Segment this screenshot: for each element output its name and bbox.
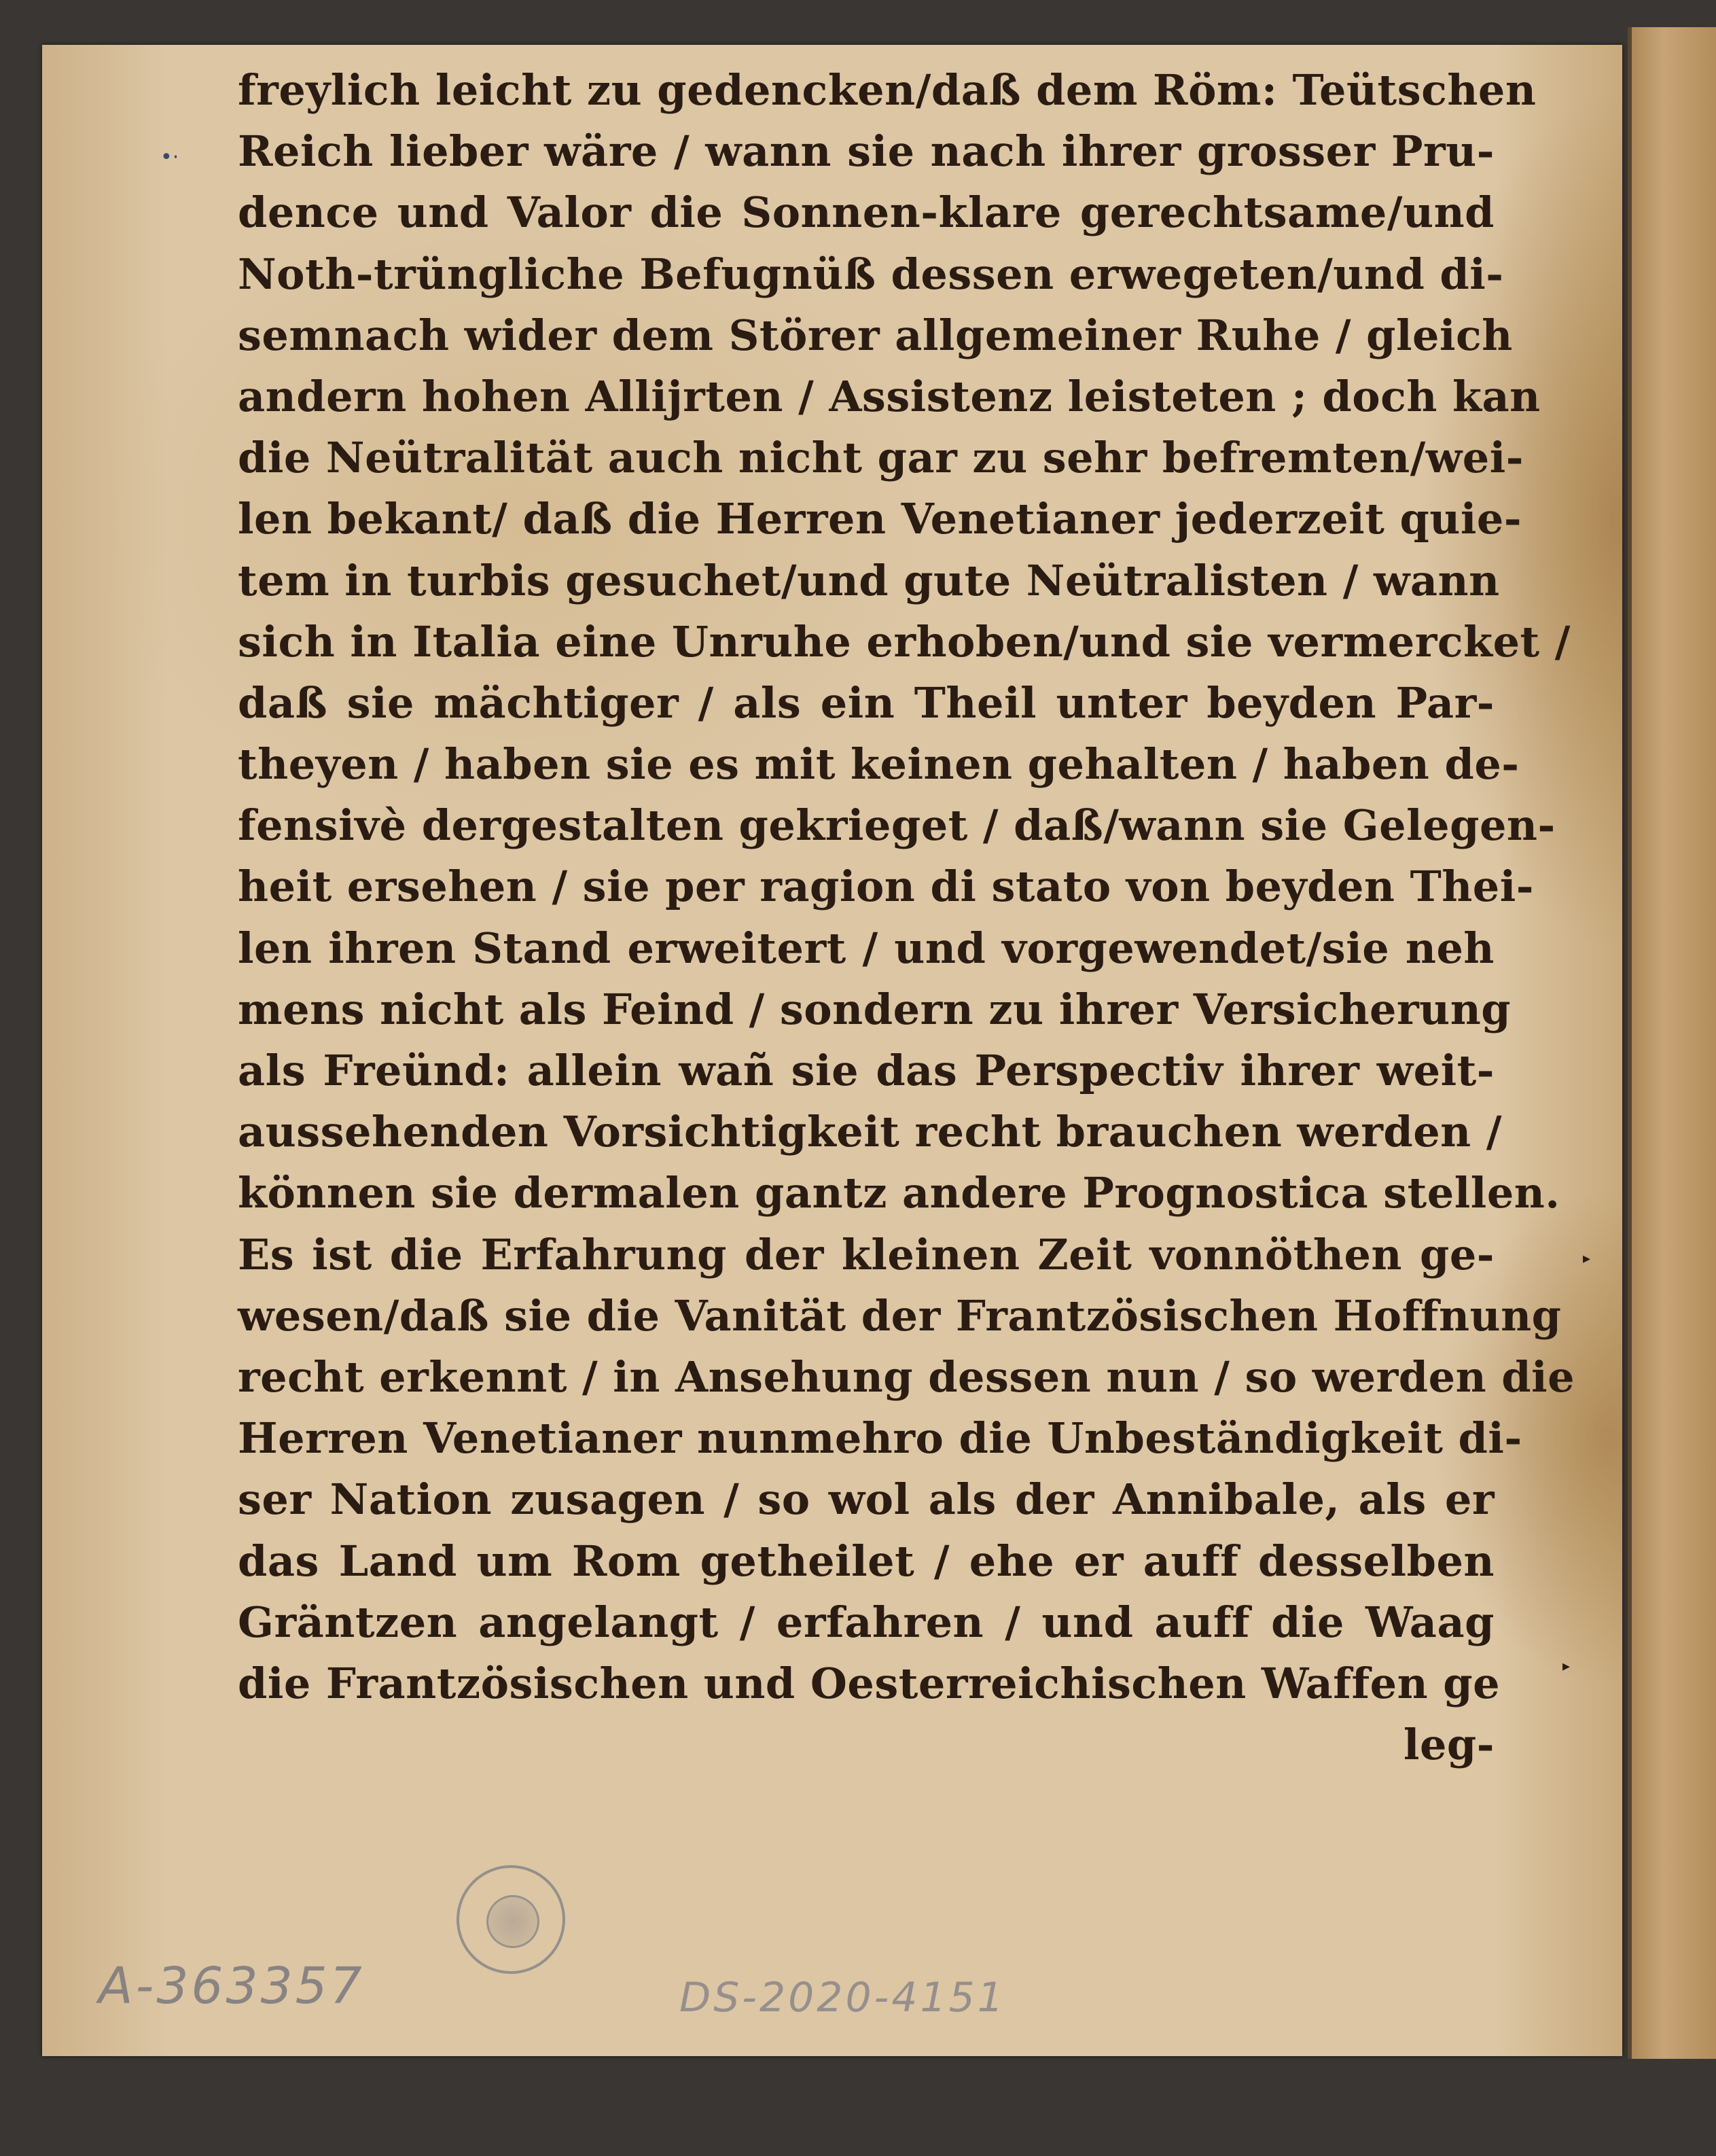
shelfmark-left: A-363357 xyxy=(99,1957,365,2015)
text-line: len bekant/ daß die Herren Venetianer jederzeit quie- xyxy=(238,494,1522,544)
text-line: theyen / haben sie es mit keinen gehalten / haben de- xyxy=(238,739,1520,790)
text-line: andern hohen Allijrten / Assistenz leisteten ; doch kan xyxy=(238,371,1541,421)
text-line: sich in Italia eine Unruhe erhoben/und sie vermercket / xyxy=(238,616,1571,667)
text-line: Gräntzen angelangt / erfahren / und auff die Waag xyxy=(238,1597,1495,1647)
library-stamp xyxy=(457,1865,565,1974)
margin-dot-icon: ▸ xyxy=(1562,1658,1571,1675)
text-line: freylich leicht zu gedencken/daß dem Röm: Teütschen xyxy=(238,65,1537,115)
text-line: Es ist die Erfahrung der kleinen Zeit vonnöthen ge- xyxy=(238,1229,1495,1279)
text-line: dence und Valor die Sonnen-klare gerechtsame/und xyxy=(238,188,1495,238)
body-text xyxy=(238,60,1575,1775)
adjacent-page-edge xyxy=(1628,27,1716,2059)
text-line: die Frantzösischen und Oesterreichischen Waffen ge xyxy=(238,1658,1501,1708)
text-line: mens nicht als Feind / sondern zu ihrer Versicherung xyxy=(238,984,1512,1034)
text-line: Noth-trüngliche Befugnüß dessen erwegeten/und di- xyxy=(238,249,1504,299)
catchword: leg- xyxy=(1403,1720,1495,1770)
text-line: Reich lieber wäre / wann sie nach ihrer grosser Pru- xyxy=(238,126,1495,177)
text-line: len ihren Stand erweitert / und vorgewendet/sie neh xyxy=(238,923,1495,973)
text-line: daß sie mächtiger / als ein Theil unter beyden Par- xyxy=(238,677,1495,728)
shelfmark-right: DS-2020-4151 xyxy=(679,1974,1006,2021)
margin-dot-icon: ▸ xyxy=(1583,1250,1591,1267)
text-line: die Neütralität auch nicht gar zu sehr befremten/wei- xyxy=(238,433,1524,483)
text-line: wesen/daß sie die Vanität der Frantzösischen Hoffnung xyxy=(238,1290,1562,1341)
text-line: semnach wider dem Störer allgemeiner Ruhe / gleich xyxy=(238,310,1513,360)
text-line: als Freünd: allein wañ sie das Perspectiv ihrer weit- xyxy=(238,1046,1495,1095)
text-line: Herren Venetianer nunmehro die Unbeständigkeit di- xyxy=(238,1413,1522,1464)
text-line: tem in turbis gesuchet/und gute Neütralisten / wann xyxy=(238,555,1500,605)
text-line: heit ersehen / sie per ragion di stato von beyden Thei- xyxy=(238,862,1535,912)
text-line: können sie dermalen gantz andere Prognostica stellen. xyxy=(238,1168,1560,1218)
margin-mark-icon: •· xyxy=(160,145,179,169)
text-line: recht erkennt / in Ansehung dessen nun / so werden die xyxy=(238,1351,1575,1402)
text-line: aussehenden Vorsichtigkeit recht brauchen werden / xyxy=(238,1107,1502,1157)
stamp-seal-icon xyxy=(486,1895,539,1948)
text-line: ser Nation zusagen / so wol als der Annibale, als er xyxy=(238,1474,1495,1525)
text-line: fensivè dergestalten gekrieget / daß/wann sie Gelegen- xyxy=(238,800,1556,851)
text-line: das Land um Rom getheilet / ehe er auff desselben xyxy=(238,1536,1495,1586)
